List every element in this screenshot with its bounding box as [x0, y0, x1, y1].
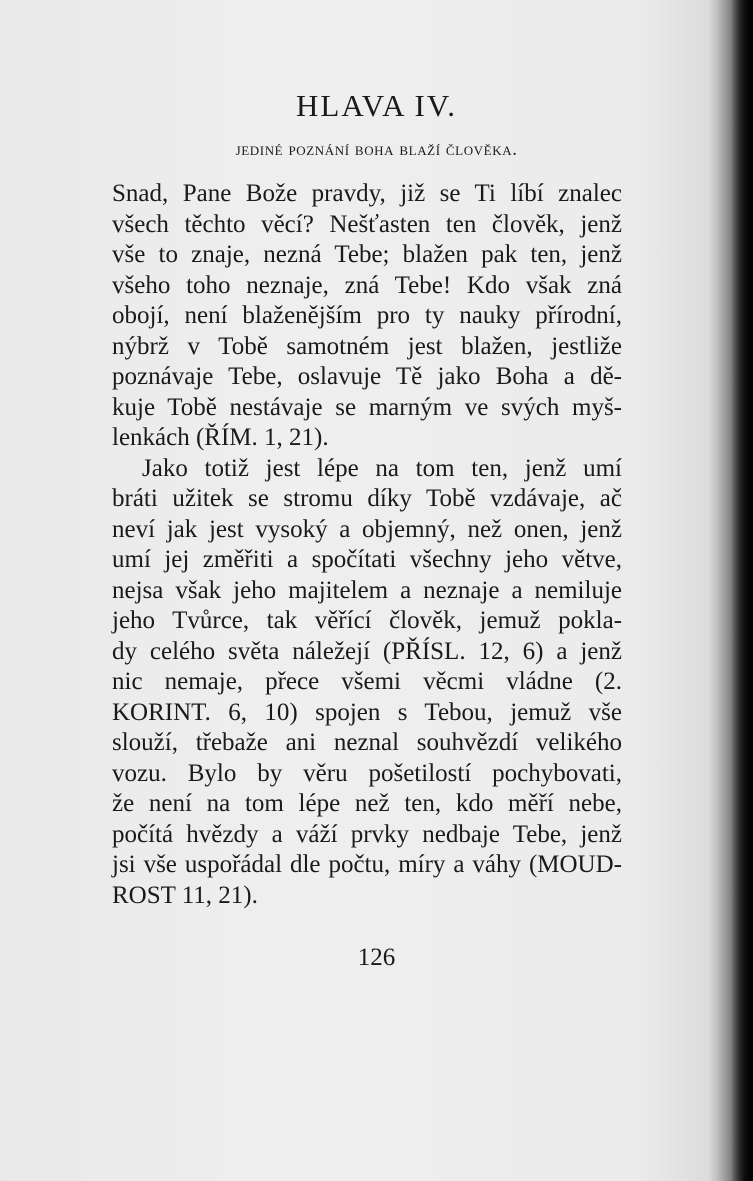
text-line: bráti užitek se stromu díky Tobě vzdávaje, ač — [112, 485, 622, 512]
text-line: všech těchto věcí? Nešťasten ten člověk, jenž — [112, 210, 622, 238]
text-line: ROST 11, 21). — [112, 881, 258, 909]
text-line: dy celého světa náležejí (PŘÍSL. 12, 6) a jenž — [112, 637, 622, 665]
text-line: nic nemaje, přece všemi věcmi vládne (2. — [112, 668, 622, 695]
text-line: vše to znaje, nezná Tebe; blažen pak ten, jenž — [112, 241, 622, 268]
chapter-title: HLAVA IV. — [296, 88, 457, 123]
text-line: KORINT. 6, 10) spojen s Tebou, jemuž vše — [112, 698, 622, 726]
text-line: jsi vše uspořádal dle počtu, míry a váhy (MOUD- — [112, 851, 622, 878]
text-line: jeho Tvůrce, tak věřící člověk, jemuž pokla- — [112, 607, 622, 634]
text-line: nýbrž v Tobě samotném jest blažen, jestliže — [112, 332, 622, 360]
text-line: nejsa však jeho majitelem a neznaje a nemiluje — [112, 576, 622, 604]
text-line: vozu. Bylo by věru pošetilostí pochybovati, — [112, 759, 622, 787]
text-line: obojí, není blaženějším pro ty nauky přírodní, — [112, 302, 622, 329]
text-line: počítá hvězdy a váží prvky nedbaje Tebe, jenž — [112, 820, 622, 848]
text-line: slouží, třebaže ani neznal souhvězdí velikého — [112, 729, 622, 756]
text-line: poznávaje Tebe, oslavuje Tě jako Boha a dě- — [112, 363, 622, 390]
book-spine-shadow — [717, 0, 753, 1181]
chapter-subtitle: jediné poznání boha blaží člověka. — [235, 140, 518, 160]
text-line: že není na tom lépe než ten, kdo měří nebe, — [112, 790, 622, 817]
text-line: neví jak jest vysoký a objemný, než onen, jenž — [112, 515, 622, 543]
text-line: Jako totiž jest lépe na tom ten, jenž umí — [142, 454, 622, 482]
text-line: všeho toho neznaje, zná Tebe! Kdo však zná — [112, 271, 622, 299]
text-line: Snad, Pane Bože pravdy, již se Ti líbí znalec — [112, 180, 622, 207]
body-text — [112, 179, 622, 911]
page-number: 126 — [357, 944, 396, 971]
text-line: kuje Tobě nestávaje se marným ve svých myš- — [112, 393, 622, 421]
text-line: lenkách (ŘÍM. 1, 21). — [112, 424, 329, 451]
text-line: umí jej změřiti a spočítati všechny jeho větve, — [112, 546, 622, 573]
